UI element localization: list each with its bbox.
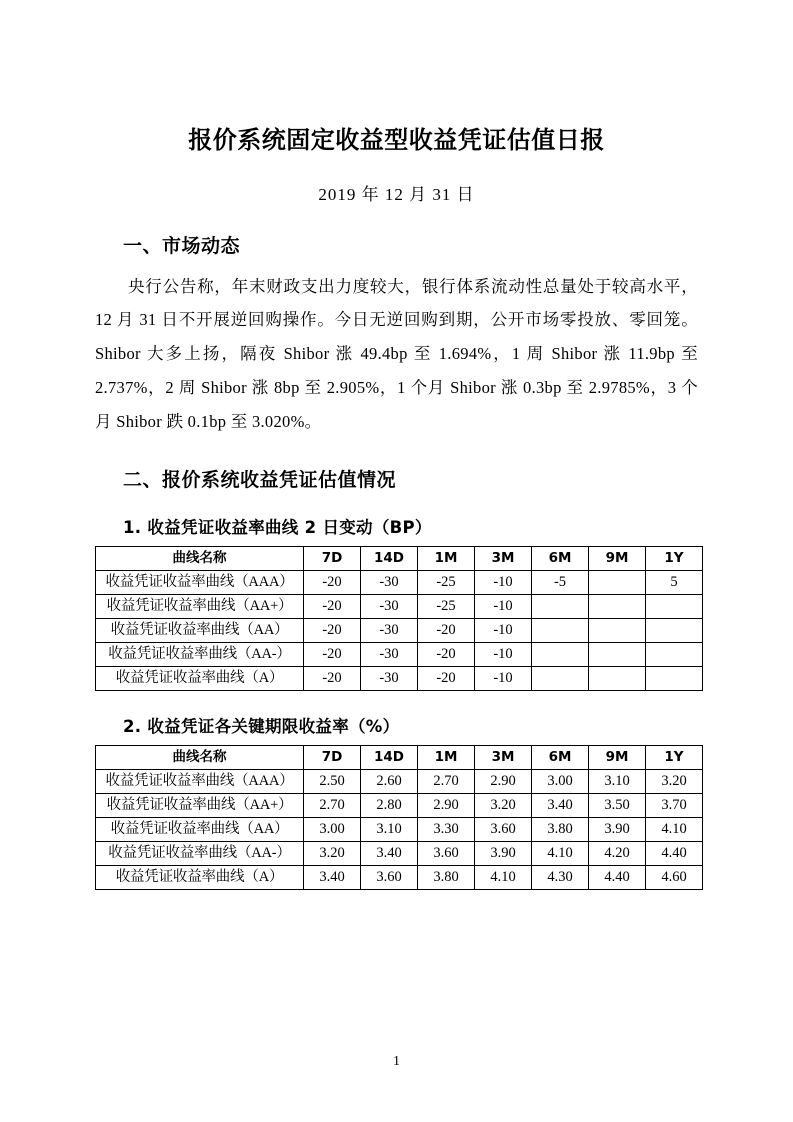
table-row	[96, 769, 703, 793]
row-label: 收益凭证收益率曲线（AAA）	[96, 570, 304, 594]
table-row	[96, 570, 703, 594]
cell	[589, 594, 646, 618]
cell: 2.70	[304, 793, 361, 817]
row-label: 收益凭证收益率曲线（A）	[96, 666, 304, 690]
cell: 3.70	[646, 793, 703, 817]
cell: 3.80	[418, 865, 475, 889]
page-title: 报价系统固定收益型收益凭证估值日报	[188, 126, 605, 154]
cell: 4.10	[475, 865, 532, 889]
table-row	[96, 594, 703, 618]
column-header: 1M	[418, 745, 475, 769]
row-label: 收益凭证收益率曲线（AA+）	[96, 793, 304, 817]
column-header: 1Y	[646, 745, 703, 769]
cell: -10	[475, 594, 532, 618]
cell: -30	[361, 618, 418, 642]
cell: -20	[418, 618, 475, 642]
cell: 3.00	[304, 817, 361, 841]
cell	[532, 618, 589, 642]
cell: 3.60	[361, 865, 418, 889]
cell: 3.30	[418, 817, 475, 841]
cell: 4.40	[589, 865, 646, 889]
cell: 4.10	[646, 817, 703, 841]
table-header-row	[96, 546, 703, 570]
cell: -25	[418, 594, 475, 618]
cell: 2.70	[418, 769, 475, 793]
cell: -30	[361, 642, 418, 666]
row-label: 收益凭证收益率曲线（AA+）	[96, 594, 304, 618]
cell: 2.60	[361, 769, 418, 793]
cell: 3.80	[532, 817, 589, 841]
cell: 3.20	[475, 793, 532, 817]
cell: 3.10	[589, 769, 646, 793]
table-row	[96, 817, 703, 841]
cell: 3.20	[304, 841, 361, 865]
cell: 4.40	[646, 841, 703, 865]
cell: -10	[475, 618, 532, 642]
cell	[589, 570, 646, 594]
cell: 3.10	[361, 817, 418, 841]
cell: -20	[304, 642, 361, 666]
cell: 3.40	[532, 793, 589, 817]
column-header: 7D	[304, 745, 361, 769]
cell: -20	[304, 666, 361, 690]
table-row	[96, 642, 703, 666]
cell: 4.20	[589, 841, 646, 865]
cell: 3.60	[475, 817, 532, 841]
column-header: 6M	[532, 546, 589, 570]
cell	[646, 618, 703, 642]
cell: -10	[475, 642, 532, 666]
cell	[646, 594, 703, 618]
column-header: 1Y	[646, 546, 703, 570]
cell: -20	[304, 570, 361, 594]
row-label: 收益凭证收益率曲线（AA）	[96, 817, 304, 841]
cell: -30	[361, 594, 418, 618]
cell: -10	[475, 570, 532, 594]
column-header: 7D	[304, 546, 361, 570]
column-header: 14D	[361, 546, 418, 570]
table-header-row	[96, 745, 703, 769]
column-header: 1M	[418, 546, 475, 570]
cell	[646, 666, 703, 690]
column-header: 3M	[475, 745, 532, 769]
table-row	[96, 666, 703, 690]
table-row	[96, 841, 703, 865]
column-header: 曲线名称	[96, 745, 304, 769]
table-caption-2: 2. 收益凭证各关键期限收益率（%）	[123, 716, 400, 736]
cell: 2.90	[475, 769, 532, 793]
section-heading-valuation: 二、报价系统收益凭证估值情况	[123, 468, 397, 491]
section-paragraph-market: 央行公告称，年末财政支出力度较大，银行体系流动性总量处于较高水平，12 月 31 日不开展逆回购操作。今日无逆回购到期，公开市场零投放、零回笼。Shibor 大多上扬，隔夜 Shibor 涨 49.4bp 至 1.694%，1 周 Shibor 涨 11.9bp 至 2.737%，2 周 Shibor 涨 8bp 至 2.905%，1 个月 Shibor 涨 0.3bp 至 2.9785%，3 个月 Shibor 跌 0.1bp 至 3.020%。	[95, 276, 698, 431]
cell: -30	[361, 666, 418, 690]
row-label: 收益凭证收益率曲线（AA-）	[96, 642, 304, 666]
cell: 3.60	[418, 841, 475, 865]
column-header: 14D	[361, 745, 418, 769]
cell: 3.40	[361, 841, 418, 865]
table-row	[96, 865, 703, 889]
row-label: 收益凭证收益率曲线（AAA）	[96, 769, 304, 793]
cell: 3.90	[589, 817, 646, 841]
cell: 3.90	[475, 841, 532, 865]
cell: 3.20	[646, 769, 703, 793]
cell	[532, 666, 589, 690]
cell: 3.40	[304, 865, 361, 889]
cell: 2.50	[304, 769, 361, 793]
row-label: 收益凭证收益率曲线（A）	[96, 865, 304, 889]
table-caption-1: 1. 收益凭证收益率曲线 2 日变动（BP）	[123, 517, 432, 537]
row-label: 收益凭证收益率曲线（AA-）	[96, 841, 304, 865]
column-header: 9M	[589, 546, 646, 570]
cell	[532, 642, 589, 666]
cell: 4.10	[532, 841, 589, 865]
cell: -30	[361, 570, 418, 594]
cell: 4.60	[646, 865, 703, 889]
yield-curve-change-table	[95, 546, 703, 691]
cell	[589, 666, 646, 690]
column-header: 曲线名称	[96, 546, 304, 570]
table-row	[96, 618, 703, 642]
cell: -20	[418, 642, 475, 666]
key-tenor-yield-table	[95, 745, 703, 890]
section-heading-market: 一、市场动态	[123, 234, 241, 257]
column-header: 3M	[475, 546, 532, 570]
row-label: 收益凭证收益率曲线（AA）	[96, 618, 304, 642]
page-number: 1	[393, 1054, 400, 1069]
column-header: 9M	[589, 745, 646, 769]
cell: 4.30	[532, 865, 589, 889]
cell	[589, 642, 646, 666]
cell	[589, 618, 646, 642]
cell: 2.80	[361, 793, 418, 817]
cell: 3.00	[532, 769, 589, 793]
cell: -20	[418, 666, 475, 690]
column-header: 6M	[532, 745, 589, 769]
cell: 3.50	[589, 793, 646, 817]
document-date: 2019 年 12 月 31 日	[318, 184, 475, 204]
cell: 2.90	[418, 793, 475, 817]
table-row	[96, 793, 703, 817]
cell: -20	[304, 594, 361, 618]
cell: 5	[646, 570, 703, 594]
cell: -20	[304, 618, 361, 642]
cell	[646, 642, 703, 666]
cell: -5	[532, 570, 589, 594]
cell: -25	[418, 570, 475, 594]
cell	[532, 594, 589, 618]
cell: -10	[475, 666, 532, 690]
